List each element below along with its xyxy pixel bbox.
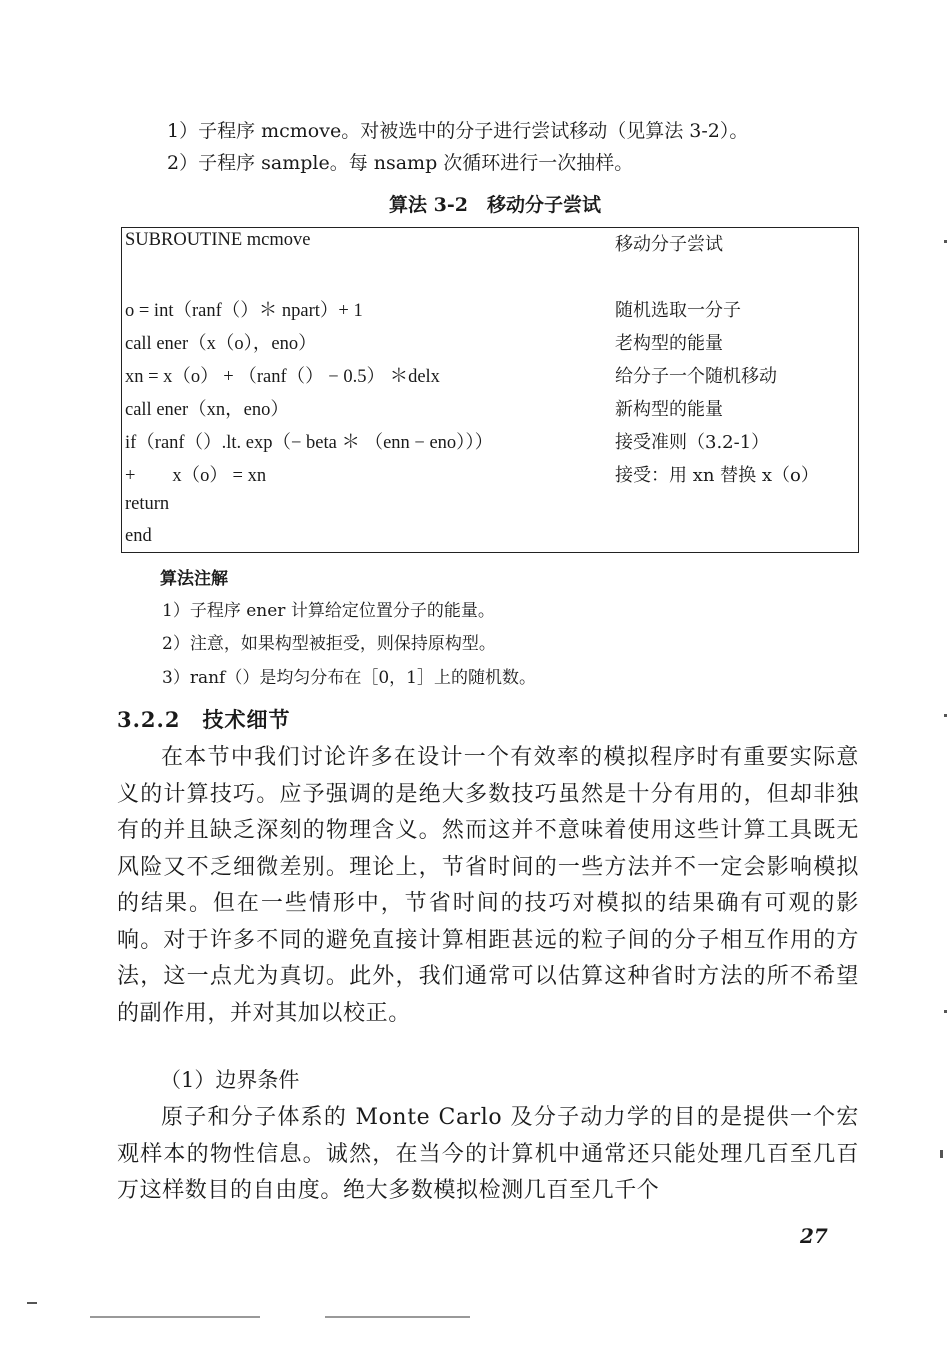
- scan-mark: [27, 1302, 37, 1304]
- scan-mark: [944, 1010, 947, 1013]
- code-comment: 接受准则（3.2-1）: [615, 432, 770, 453]
- algorithm-row: [122, 362, 858, 394]
- subsection-heading: （1）边界条件: [160, 1068, 300, 1092]
- page-number: 27: [800, 1224, 828, 1248]
- code-line: o = int（ranf（）＊ npart）+ 1: [125, 301, 363, 321]
- code-comment: 新构型的能量: [615, 399, 723, 420]
- code-comment: 移动分子尝试: [615, 234, 723, 255]
- body-paragraph: 原子和分子体系的 Monte Carlo 及分子动力学的目的是提供一个宏观样本的物性信息。诚然，在当今的计算机中通常还只能处理几百至几百万这样数目的自由度。绝大多数模拟检测几百至几千个: [117, 1105, 859, 1203]
- algorithm-box: [121, 227, 859, 553]
- algorithm-row: [122, 526, 858, 558]
- algorithm-row: [122, 428, 858, 460]
- algorithm-row: [122, 461, 858, 493]
- body-paragraph: 在本节中我们讨论许多在设计一个有效率的模拟程序时有重要实际意义的计算技巧。应予强调的是绝大多数技巧虽然是十分有用的，但却非独有的并且缺乏深刻的物理含义。然而这并不意味着使用这些计算工具既无风险又不乏细微差别。理论上，节省时间的一些方法并不一定会影响模拟的结果。但在一些情形中，节省时间的技巧对模拟的结果确有可观的影响。对于许多不同的避免直接计算相距甚远的粒子间的分子相互作用的方法，这一点尤为真切。此外，我们通常可以估算这种省时方法的所不希望的副作用，并对其加以校正。: [117, 745, 859, 1026]
- scan-mark: [325, 1316, 470, 1318]
- code-line: end: [125, 526, 152, 546]
- code-line: return: [125, 494, 170, 514]
- intro-line-2: 2）子程序 sample。每 nsamp 次循环进行一次抽样。: [167, 152, 634, 174]
- scan-mark: [940, 1150, 943, 1158]
- code-line: call ener（xn，eno）: [125, 400, 289, 420]
- code-comment: 老构型的能量: [615, 333, 723, 354]
- notes-title: 算法注解: [160, 569, 228, 589]
- section-heading: 3.2.2 技术细节: [117, 707, 291, 732]
- note-item: 1）子程序 ener 计算给定位置分子的能量。: [162, 601, 495, 621]
- code-comment: 给分子一个随机移动: [615, 366, 777, 387]
- code-line: if（ranf（）.lt. exp（− beta ＊ （enn − eno）））: [125, 433, 494, 453]
- scan-mark: [944, 240, 947, 243]
- scan-mark: [944, 714, 947, 717]
- algorithm-row: [122, 494, 858, 526]
- algorithm-row: [122, 296, 858, 328]
- algorithm-caption: 算法 3-2 移动分子尝试: [389, 194, 601, 216]
- code-line: xn = x（o） + （ranf（） − 0.5） ＊delx: [125, 367, 440, 387]
- note-item: 3）ranf（）是均匀分布在［0，1］上的随机数。: [162, 668, 536, 688]
- algorithm-row: [122, 329, 858, 361]
- code-line: SUBROUTINE mcmove: [125, 230, 311, 250]
- note-item: 2）注意，如果构型被拒受，则保持原构型。: [162, 634, 496, 654]
- intro-line-1: 1）子程序 mcmove。对被选中的分子进行尝试移动（见算法 3-2）。: [167, 120, 749, 142]
- algorithm-row: [122, 230, 858, 262]
- code-comment: 接受：用 xn 替换 x（o）: [615, 465, 819, 486]
- code-line: call ener（x（o），eno）: [125, 334, 317, 354]
- scan-mark: [90, 1316, 260, 1318]
- algorithm-row: [122, 395, 858, 427]
- code-comment: 随机选取一分子: [615, 300, 741, 321]
- code-line: + x（o） = xn: [125, 466, 267, 486]
